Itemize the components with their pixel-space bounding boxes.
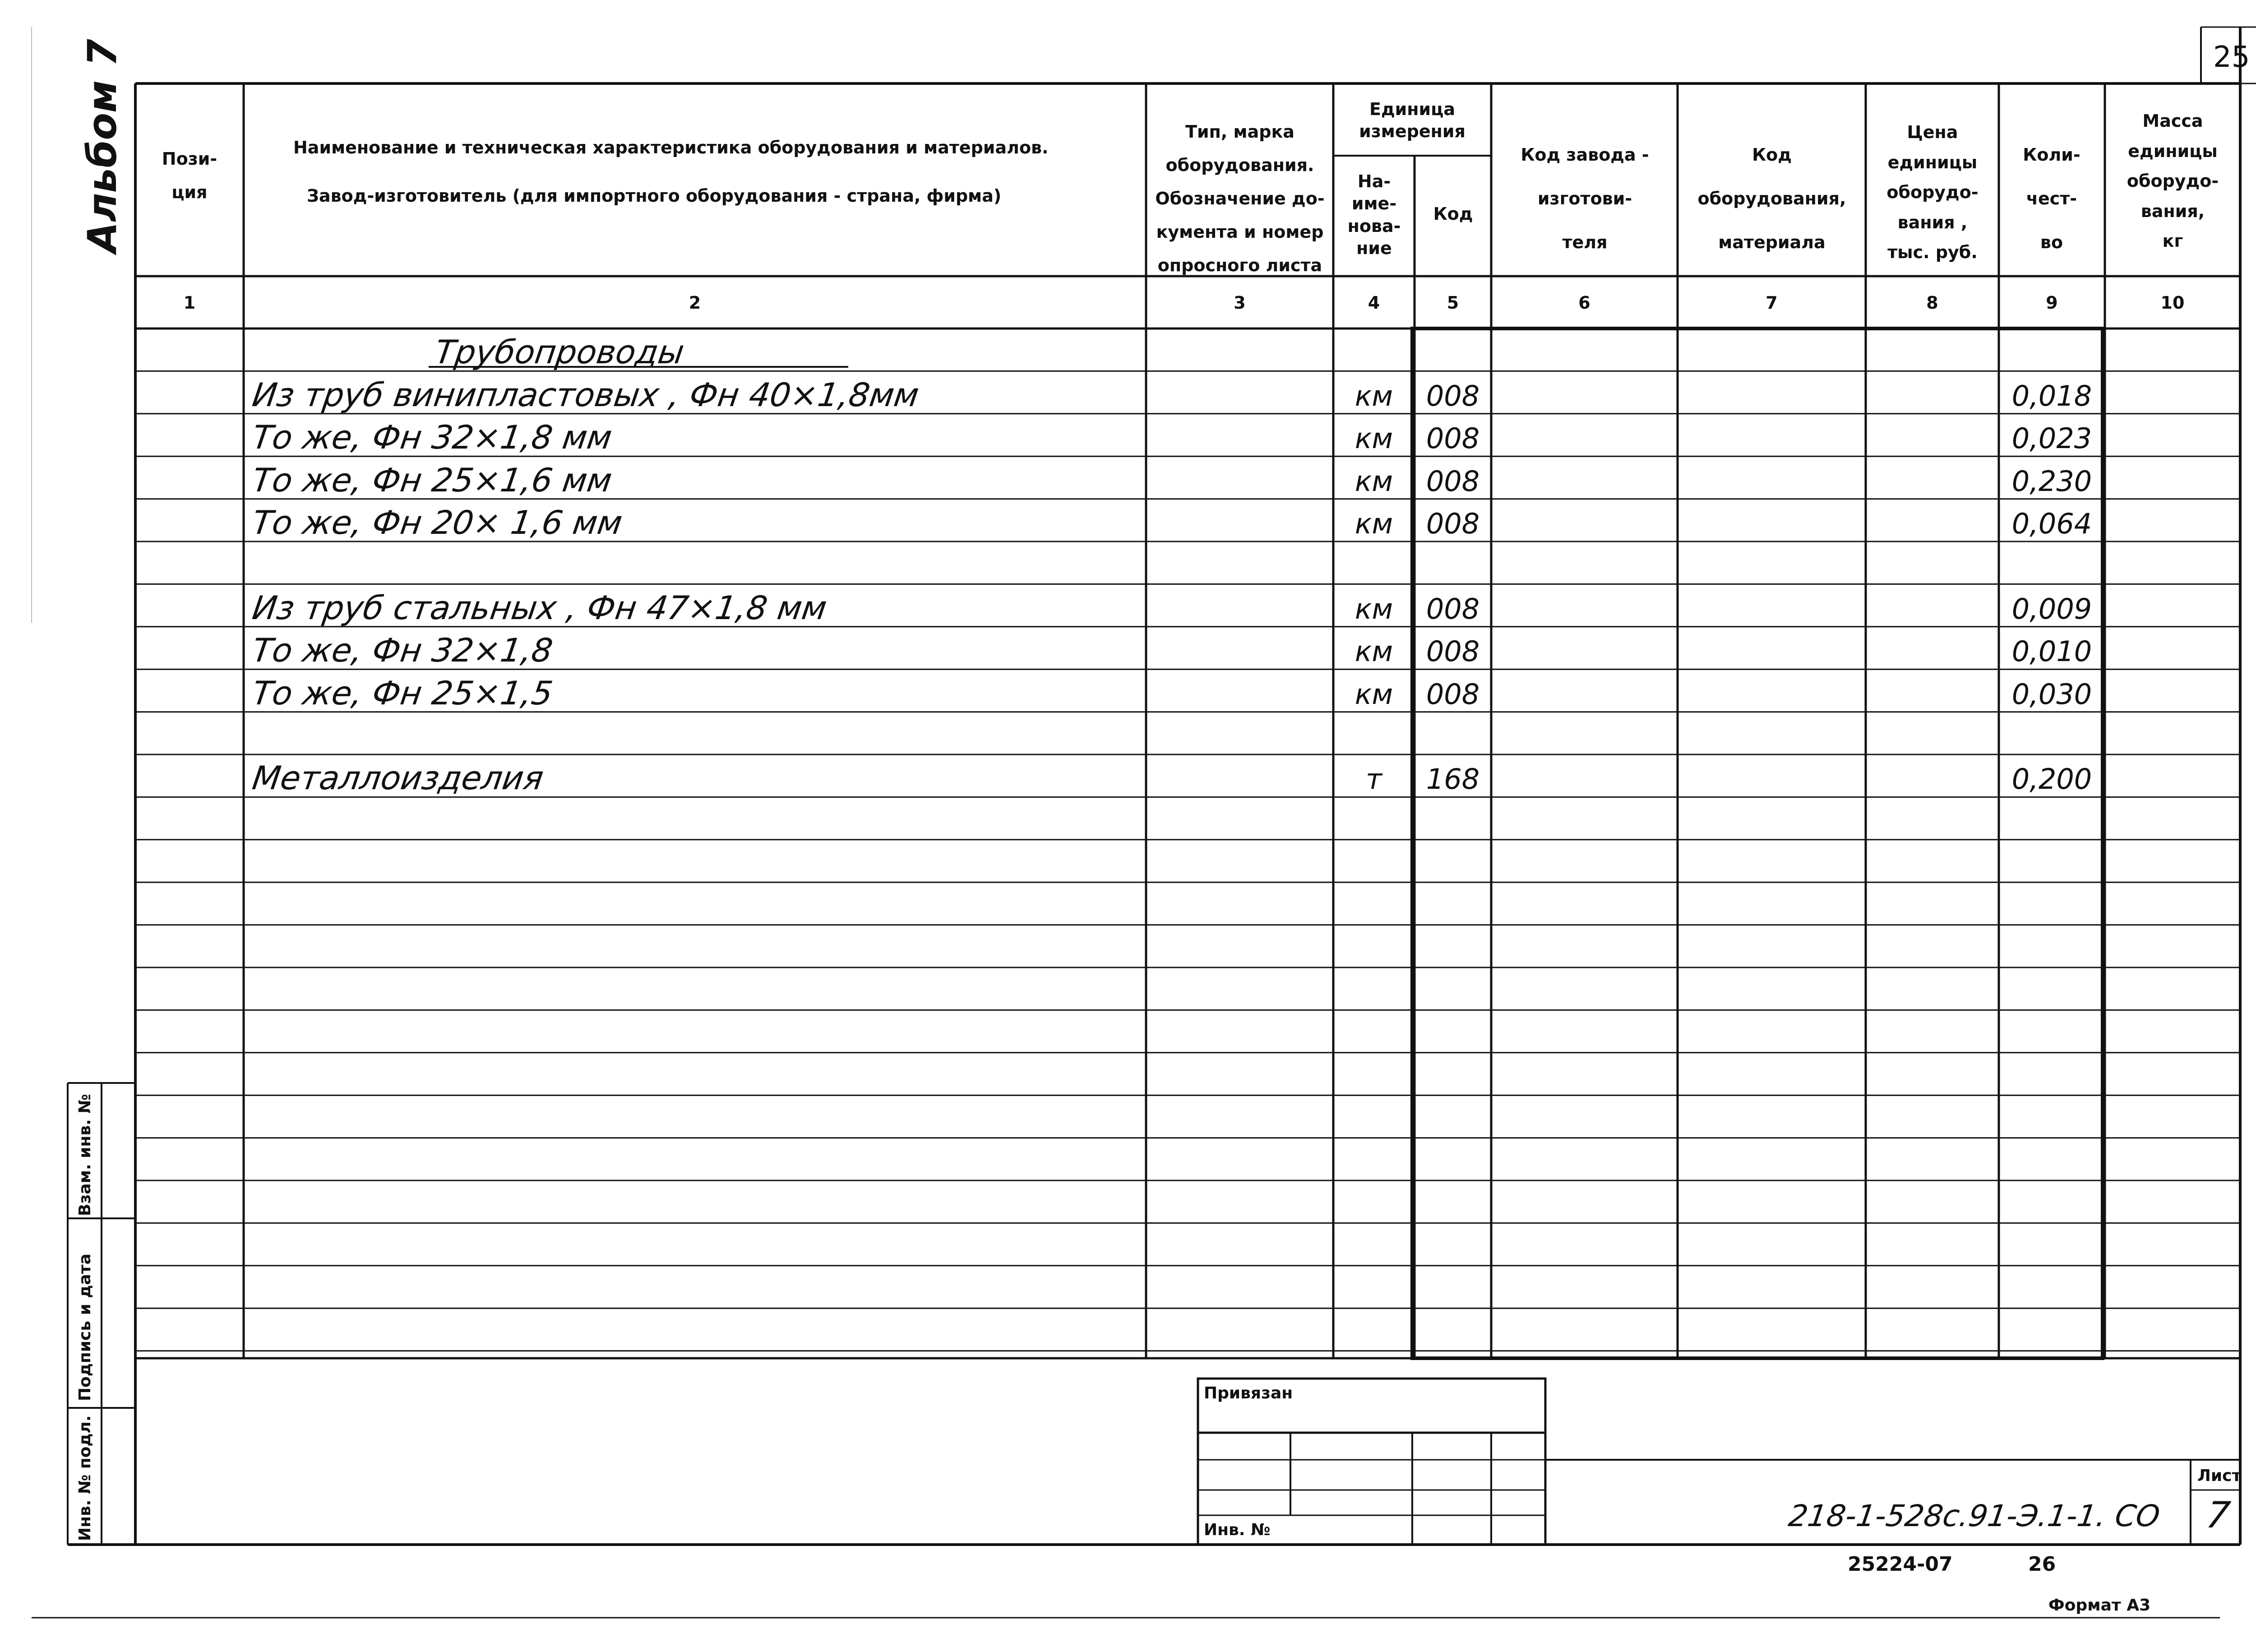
header-line: во: [2040, 232, 2063, 252]
column-number: 10: [2160, 293, 2185, 313]
column-number: 3: [1234, 293, 1246, 313]
sheet-corner-number: 25: [2213, 41, 2250, 74]
column-number: 6: [1578, 293, 1590, 313]
header-name-line1: Наименование и техническая характеристика оборудования и материалов.: [293, 138, 1049, 157]
column-number: 4: [1368, 293, 1380, 313]
item-name: Металлоизделия: [250, 759, 546, 797]
item-unit: км: [1355, 464, 1393, 498]
item-quantity: 0,009: [2011, 592, 2092, 625]
item-unit-code: 008: [1426, 677, 1480, 711]
header-factory-code: [1493, 133, 1676, 264]
header-line: Масса: [2142, 111, 2203, 131]
header-line: теля: [1562, 232, 1608, 252]
item-unit: км: [1355, 677, 1393, 711]
title-privyazan: Привязан: [1204, 1384, 1293, 1402]
header-line: оборудования,: [1697, 188, 1846, 208]
item-quantity: 0,200: [2011, 763, 2092, 796]
header-line: тыс. руб.: [1887, 242, 1978, 262]
item-name: Из труб стальных , Фн 47×1,8 мм: [250, 588, 829, 627]
header-line: кумента и номер: [1156, 222, 1324, 242]
item-quantity: 0,018: [2011, 379, 2092, 412]
header-line: Код завода -: [1521, 145, 1649, 165]
document-code: 218-1-528с.91-Э.1-1. СО: [1786, 1499, 2162, 1533]
item-unit: т: [1365, 763, 1382, 796]
header-quantity: [2000, 133, 2103, 264]
header-line: единицы: [2128, 141, 2218, 161]
item-unit-code: 168: [1426, 763, 1480, 796]
album-label: Альбом 7: [79, 39, 125, 253]
stamp-vzam-inv: Взам. инв. №: [76, 1094, 94, 1216]
header-line: изготови-: [1537, 188, 1632, 208]
header-line: оборудо-: [2127, 171, 2219, 191]
column-number: 1: [183, 293, 196, 313]
section-heading: Трубопроводы: [433, 333, 687, 371]
header-line: Обозначение до-: [1155, 189, 1325, 209]
header-line: опросного листа: [1157, 255, 1322, 276]
item-unit: км: [1355, 592, 1393, 625]
header-line: вания ,: [1897, 212, 1968, 232]
item-name: То же, Фн 25×1,6 мм: [250, 461, 615, 499]
header-line: нова-: [1347, 216, 1401, 236]
header-line: Тип, марка: [1185, 122, 1294, 142]
header-unit-name: [1335, 171, 1414, 260]
item-unit-code: 008: [1426, 422, 1480, 455]
item-name: То же, Фн 25×1,5: [250, 674, 555, 712]
header-line: кг: [2162, 231, 2183, 251]
item-quantity: 0,023: [2011, 422, 2092, 455]
item-unit-code: 008: [1426, 464, 1480, 498]
header-line: Код: [1752, 145, 1792, 165]
header-line: единицы: [1887, 152, 1978, 172]
header-line: вания,: [2140, 201, 2205, 221]
item-name: То же, Фн 20× 1,6 мм: [250, 504, 625, 541]
item-unit: км: [1355, 379, 1393, 412]
column-number: 8: [1926, 293, 1938, 313]
header-line: оборудования.: [1165, 155, 1314, 176]
header-unit-code: Код: [1433, 204, 1473, 224]
item-unit: км: [1355, 422, 1393, 455]
item-quantity: 0,030: [2011, 677, 2092, 711]
item-unit: км: [1355, 635, 1393, 668]
list-label: Лист: [2197, 1467, 2242, 1485]
stamp-inv-sub: Инв. № подл.: [76, 1415, 94, 1541]
archive-number: 25224-07: [1848, 1553, 1953, 1576]
header-line: име-: [1351, 194, 1397, 214]
column-number: 2: [689, 293, 701, 313]
header-position: [144, 142, 235, 209]
item-quantity: 0,064: [2011, 507, 2092, 540]
column-number: 5: [1447, 293, 1459, 313]
item-quantity: 0,230: [2011, 464, 2092, 498]
archive-page: 26: [2028, 1553, 2056, 1576]
item-name: То же, Фн 32×1,8 мм: [250, 418, 615, 457]
header-unit-price: [1867, 117, 1998, 268]
item-unit-code: 008: [1426, 592, 1480, 625]
column-number: 7: [1766, 293, 1778, 313]
paper-format: Формат А3: [2048, 1596, 2151, 1615]
header-equipment-code: [1679, 133, 1864, 264]
header-line: Пози-: [162, 149, 217, 169]
header-line: Коли-: [2023, 145, 2080, 165]
item-quantity: 0,010: [2011, 635, 2092, 668]
header-name-line2: Завод-изготовитель (для импортного оборудования - страна, фирма): [307, 186, 1002, 206]
column-number: 9: [2046, 293, 2058, 313]
item-name: То же, Фн 32×1,8: [250, 631, 555, 670]
item-unit: км: [1355, 507, 1393, 540]
list-number: 7: [2204, 1494, 2233, 1536]
header-line: ние: [1356, 238, 1392, 259]
item-unit-code: 008: [1426, 379, 1480, 412]
item-unit-code: 008: [1426, 635, 1480, 668]
header-unit-mass: [2106, 106, 2239, 256]
header-unit-group: [1336, 98, 1489, 143]
header-line: На-: [1357, 171, 1391, 191]
header-line: ция: [171, 182, 208, 203]
header-line: оборудо-: [1886, 182, 1979, 202]
item-unit-code: 008: [1426, 507, 1480, 540]
stamp-sign-date: Подпись и дата: [76, 1254, 94, 1401]
header-line: Единица: [1369, 99, 1455, 119]
header-line: Цена: [1907, 122, 1958, 142]
title-inv-no: Инв. №: [1204, 1521, 1271, 1539]
item-name: Из труб винипластовых , Фн 40×1,8мм: [250, 375, 922, 414]
header-line: чест-: [2026, 188, 2077, 208]
header-type-mark: [1150, 115, 1330, 282]
header-line: измерения: [1359, 121, 1465, 142]
header-line: материала: [1718, 232, 1826, 252]
